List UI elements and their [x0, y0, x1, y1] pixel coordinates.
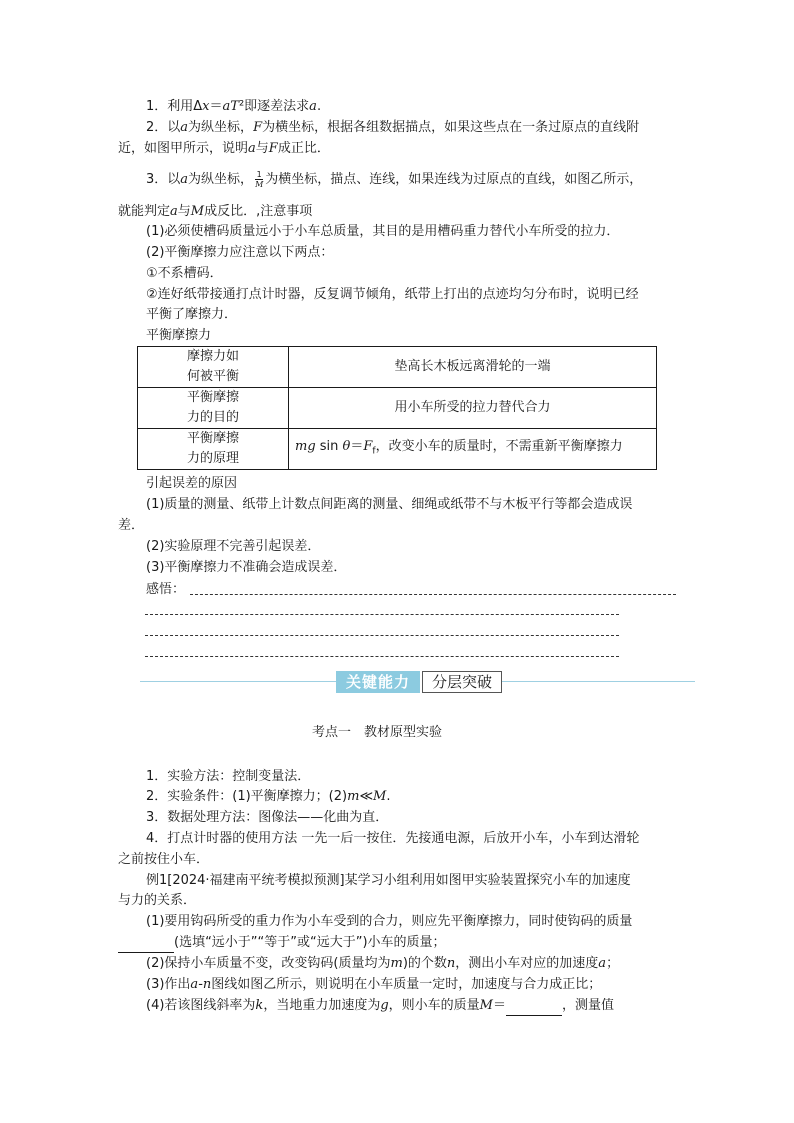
- note-2-b-cont: 平衡了摩擦力．: [146, 307, 238, 322]
- answer-line: [145, 614, 619, 615]
- banner-line-left: [140, 681, 336, 682]
- error-2: (2)实验原理不完善引起误差．: [146, 539, 321, 554]
- method-3: 3．数据处理方法：图像法——化曲为直．: [146, 810, 389, 825]
- question-1-cont: (选填“远小于”“等于”或“远大于”)小车的质量；: [118, 933, 446, 953]
- table-row: [138, 429, 657, 470]
- banner-label-sub: 分层突破: [422, 671, 502, 693]
- line-1: 1．利用Δx＝aT²即逐差法求a.: [146, 99, 322, 114]
- line-5: 就能判定a与M成反比．,注意事项: [118, 204, 313, 219]
- section-banner: [140, 671, 695, 693]
- answer-line: [145, 656, 619, 657]
- answer-blank[interactable]: [118, 938, 174, 953]
- answer-line: [145, 635, 619, 636]
- method-2: 2．实验条件：(1)平衡摩擦力；(2)m≪M.: [146, 789, 391, 804]
- note-2-a: ①不系槽码．: [146, 266, 223, 281]
- question-1: (1)要用钩码所受的重力作为小车受到的合力，则应先平衡摩擦力，同时使钩码的质量: [146, 914, 633, 929]
- note-2-b: ②连好纸带接通打点计时器，反复调节倾角，纸带上打出的点迹均匀分布时，说明已经: [146, 287, 639, 302]
- banner-label-key: 关键能力: [336, 671, 420, 693]
- error-1-cont: 差．: [118, 518, 145, 533]
- feel-label: 感悟：: [146, 582, 186, 597]
- note-1: (1)必须使槽码质量远小于小车总质量，其目的是用槽码重力替代小车所受的拉力．: [146, 224, 620, 239]
- answer-line: [190, 594, 676, 595]
- table-cell-header: 平衡摩擦 力的目的: [138, 388, 289, 429]
- question-2: (2)保持小车质量不变，改变钩码(质量均为m)的个数n，测出小车对应的加速度a；: [146, 956, 620, 971]
- question-3: (3)作出a-n图线如图乙所示，则说明在小车质量一定时，加速度与合力成正比；: [146, 977, 602, 992]
- question-4: (4)若该图线斜率为k，当地重力加速度为g，则小车的质量M＝ ，测量值: [146, 996, 614, 1016]
- error-1: (1)质量的测量、纸带上计数点间距离的测量、细绳或纸带不与木板平行等都会造成误: [146, 497, 633, 512]
- table-caption: 平衡摩擦力: [146, 328, 212, 343]
- example-title-cont: 与力的关系．: [118, 893, 197, 908]
- line-3: 近，如图甲所示，说明a与F成正比．: [118, 141, 330, 156]
- table-cell-value: mg $\sin \theta=F_f$，改变小车的质量时，不需重新平衡摩擦力: [289, 429, 657, 470]
- answer-blank[interactable]: [506, 1001, 562, 1016]
- line-4: 3．以a为纵坐标， $\frac{1}{M}$ 为横坐标，描点、连线，如果连线为过原点的直线，如图乙所示，: [146, 170, 643, 189]
- table-cell-header: 平衡摩擦 力的原理: [138, 429, 289, 470]
- table-cell-value: 垫高长木板远离滑轮的一端: [289, 347, 657, 388]
- line-2: 2．以a为纵坐标，F为横坐标，根据各组数据描点，如果这些点在一条过原点的直线附: [146, 120, 640, 135]
- errors-title: 引起误差的原因: [146, 476, 238, 491]
- method-4-cont: 之前按住小车．: [118, 852, 210, 867]
- table-cell-header: 摩擦力如 何被平衡: [138, 347, 289, 388]
- table-cell-value: 用小车所受的拉力替代合力: [289, 388, 657, 429]
- example-title: 例1[2024·福建南平统考模拟预测]某学习小组利用如图甲实验装置探究小车的加速度: [146, 873, 631, 888]
- friction-table: [137, 346, 657, 470]
- table-row: [138, 347, 657, 388]
- note-2: (2)平衡摩擦力应注意以下两点：: [146, 245, 334, 260]
- banner-line-right: [502, 681, 695, 682]
- fraction-one-over-m: $\frac{1}{M}$: [255, 170, 264, 189]
- error-3: (3)平衡摩擦力不准确会造成误差．: [146, 560, 347, 575]
- section-title: 考点一 教材原型实验: [312, 725, 443, 740]
- table-row: [138, 388, 657, 429]
- method-1: 1．实验方法：控制变量法．: [146, 769, 311, 784]
- method-4: 4．打点计时器的使用方法 一先一后一按住．先接通电源，后放开小车，小车到达滑轮: [146, 831, 640, 846]
